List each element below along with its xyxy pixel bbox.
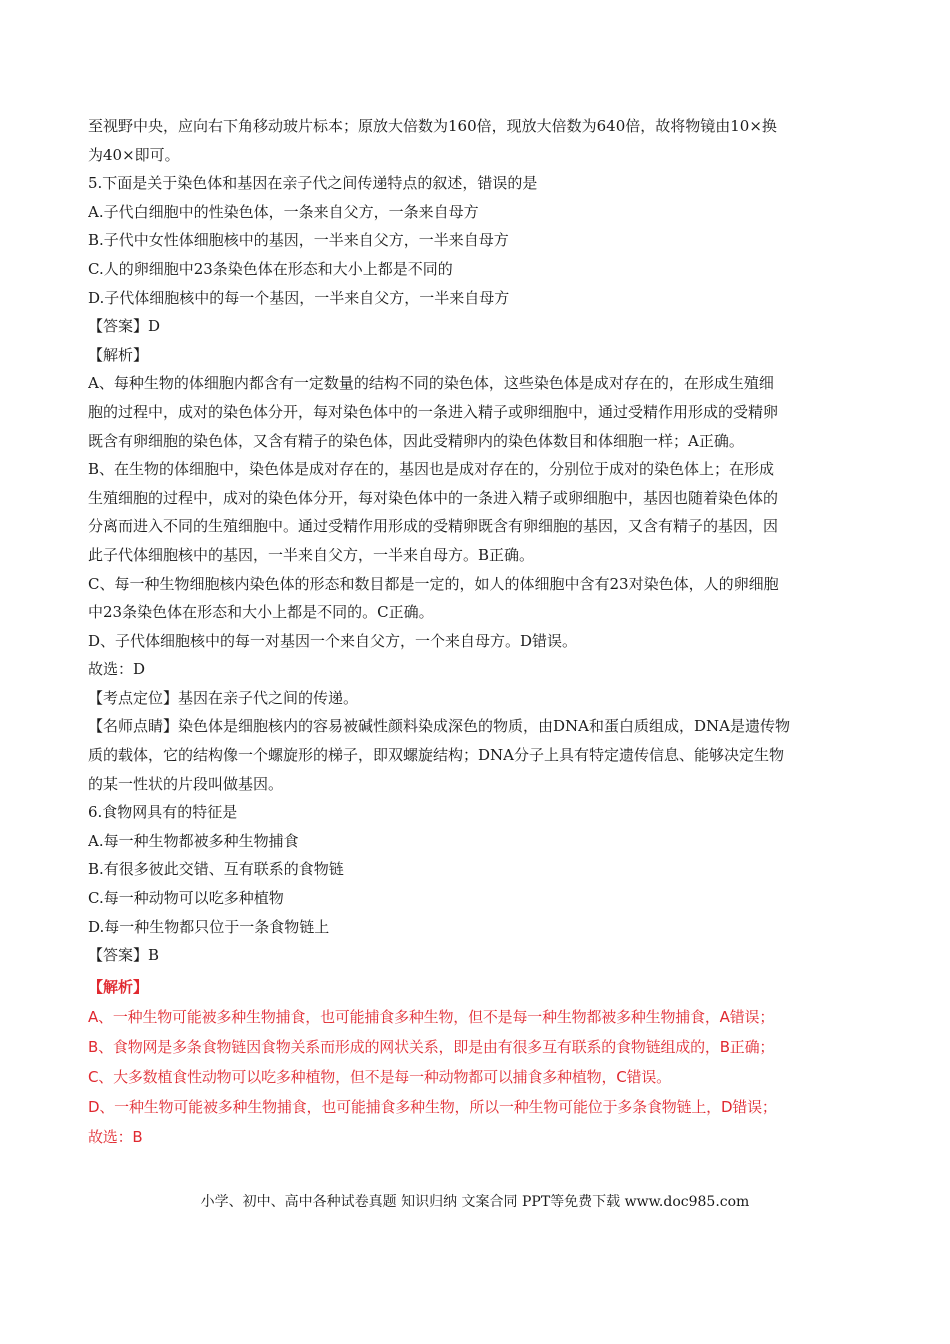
q5-option-b: B.子代中女性体细胞核中的基因，一半来自父方，一半来自母方 (88, 231, 509, 250)
q6-analysis-line: 故选：B (88, 1127, 143, 1146)
intro-line-1: 至视野中央，应向右下角移动玻片标本；原放大倍数为160倍，现放大倍数为640倍，故将物镜由10×换 (88, 117, 777, 135)
q6-option-a: A.每一种生物都被多种生物捕食 (88, 831, 299, 850)
q5-kaodian: 【考点定位】基因在亲子代之间的传递。 (88, 688, 359, 707)
intro-line-2: 为40×即可。 (88, 145, 180, 164)
q6-stem: 6.食物网具有的特征是 (88, 803, 238, 822)
q5-analysis-line: 胞的过程中，成对的染色体分开，每对染色体中的一条进入精子或卵细胞中，通过受精作用形成的受精卵 (88, 402, 779, 421)
q6-analysis-line: C、大多数植食性动物可以吃多种植物，但不是每一种动物都可以捕食多种植物，C错误。 (88, 1067, 671, 1086)
q5-analysis-line: 分离而进入不同的生殖细胞中。通过受精作用形成的受精卵既含有卵细胞的基因，又含有精子的基因，因 (88, 517, 779, 536)
q5-mingshi-line: 的某一性状的片段叫做基因。 (88, 774, 284, 793)
q5-analysis-line: 中23条染色体在形态和大小上都是不同的。C正确。 (88, 603, 434, 622)
q6-analysis-line: A、一种生物可能被多种生物捕食，也可能捕食多种生物，但不是每一种生物都被多种生物捕食，A错误； (88, 1007, 775, 1026)
q6-option-c: C.每一种动物可以吃多种植物 (88, 889, 284, 908)
q5-option-d: D.子代体细胞核中的每一个基因，一半来自父方，一半来自母方 (88, 288, 510, 307)
q6-option-d: D.每一种生物都只位于一条食物链上 (88, 917, 330, 936)
q5-analysis-line: D、子代体细胞核中的每一对基因一个来自父方，一个来自母方。D错误。 (88, 631, 578, 650)
q6-answer: 【答案】B (88, 946, 160, 965)
q5-stem: 5.下面是关于染色体和基因在亲子代之间传递特点的叙述，错误的是 (88, 174, 538, 193)
document-body (88, 112, 860, 1152)
q5-mingshi-line: 【名师点睛】染色体是细胞核内的容易被碱性颜料染成深色的物质，由DNA和蛋白质组成，DNA是遗传物 (88, 717, 790, 736)
q5-analysis-line: A、每种生物的体细胞内都含有一定数量的结构不同的染色体，这些染色体是成对存在的，在形成生殖细 (88, 374, 774, 393)
q5-analysis-line: 故选：D (88, 660, 146, 679)
q6-analysis-line: D、一种生物可能被多种生物捕食，也可能捕食多种生物，所以一种生物可能位于多条食物链上，D错误； (88, 1097, 777, 1116)
q5-option-c: C.人的卵细胞中23条染色体在形态和大小上都是不同的 (88, 259, 453, 278)
q6-analysis-line: B、食物网是多条食物链因食物关系而形成的网状关系，即是由有很多互有联系的食物链组成的，B正确； (88, 1037, 775, 1056)
q5-analysis-line: B、在生物的体细胞中，染色体是成对存在的，基因也是成对存在的，分别位于成对的染色体上；在形成 (88, 460, 775, 479)
q5-answer: 【答案】D (88, 317, 161, 336)
q6-analysis-head: 【解析】 (88, 977, 149, 996)
q5-analysis-line: C、每一种生物细胞核内染色体的形态和数目都是一定的，如人的体细胞中含有23对染色体，人的卵细胞 (88, 574, 779, 593)
q6-option-b: B.有很多彼此交错、互有联系的食物链 (88, 860, 344, 879)
q5-mingshi-line: 质的载体，它的结构像一个螺旋形的梯子，即双螺旋结构；DNA分子上具有特定遗传信息、能够决定生物 (88, 746, 784, 765)
q5-analysis-line: 既含有卵细胞的染色体，又含有精子的染色体，因此受精卵内的染色体数目和体细胞一样；A正确。 (88, 431, 744, 450)
page-footer: 小学、初中、高中各种试卷真题 知识归纳 文案合同 PPT等免费下载 www.doc985.com (200, 1194, 750, 1210)
q5-option-a: A.子代白细胞中的性染色体，一条来自父方，一条来自母方 (88, 202, 479, 221)
q5-analysis-head: 【解析】 (88, 345, 149, 364)
q5-analysis-line: 生殖细胞的过程中，成对的染色体分开，每对染色体中的一条进入精子或卵细胞中，基因也随着染色体的 (88, 488, 779, 507)
q5-analysis-line: 此子代体细胞核中的基因，一半来自父方，一半来自母方。B正确。 (88, 545, 535, 564)
